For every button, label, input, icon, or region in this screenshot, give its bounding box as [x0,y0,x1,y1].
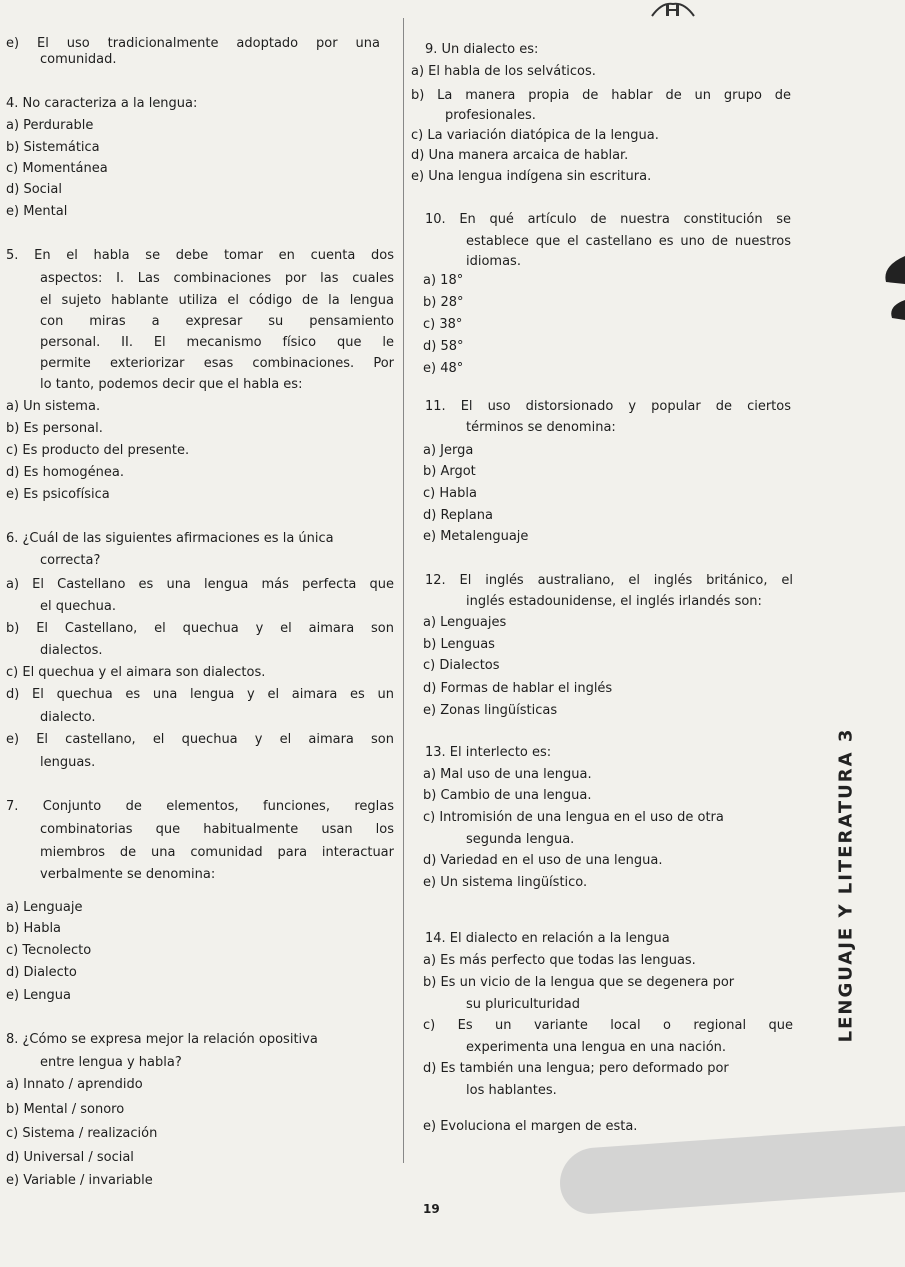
text-line: experimenta una lengua en una nación. [466,1040,727,1055]
text-line: a) Mal uso de una lengua. [423,767,592,782]
text-line: d) El quechua es una lengua y el aimara es un [6,687,394,702]
text-line: d) Es también una lengua; pero deformado por [423,1061,729,1076]
text-line: c) Sistema / realización [6,1126,158,1141]
text-line: e) Lengua [6,988,71,1003]
text-line: correcta? [40,553,101,568]
text-line: b) Habla [6,921,62,936]
text-line: con miras a expresar su pensamiento [40,314,394,329]
text-line: a) 18° [423,273,464,288]
text-line: inglés estadounidense, el inglés irlandés son: [466,594,762,609]
text-line: d) Variedad en el uso de una lengua. [423,853,663,868]
text-line: e) 48° [423,361,464,376]
text-line: e) El castellano, el quechua y el aimara son [6,732,394,747]
text-line: 10. En qué artículo de nuestra constitución se [425,212,791,227]
text-line: 14. El dialecto en relación a la lengua [425,931,670,946]
text-line: c) La variación diatópica de la lengua. [411,128,659,143]
text-line: d) Replana [423,508,493,523]
text-line: b) La manera propia de hablar de un grupo de [411,88,791,103]
text-line: 8. ¿Cómo se expresa mejor la relación opositiva [6,1032,318,1047]
text-line: a) El habla de los selváticos. [411,64,596,79]
text-line: permite exteriorizar esas combinaciones. Por [40,356,394,371]
text-line: c) Dialectos [423,658,500,673]
text-line: c) El quechua y el aimara son dialectos. [6,665,266,680]
text-line: b) Es un vicio de la lengua que se degenera por [423,975,735,990]
text-line: 4. No caracteriza a la lengua: [6,96,198,111]
text-line: el sujeto hablante utiliza el código de la lengua [40,293,394,308]
text-line: lo tanto, podemos decir que el habla es: [40,377,303,392]
text-line: a) Lenguaje [6,900,83,915]
text-line: e) Un sistema lingüístico. [423,875,588,890]
text-line: e) El uso tradicionalmente adoptado por una [6,36,380,51]
text-line: entre lengua y habla? [40,1055,182,1070]
text-line: dialectos. [40,643,103,658]
text-line: e) Mental [6,204,68,219]
text-line: d) Universal / social [6,1150,134,1165]
text-line: profesionales. [445,108,536,123]
text-line: c) Momentánea [6,161,108,176]
text-line: 9. Un dialecto es: [425,42,539,57]
text-line: 7. Conjunto de elementos, funciones, reglas [6,799,394,814]
text-line: d) 58° [423,339,464,354]
text-line: a) El Castellano es una lengua más perfecta que [6,577,394,592]
text-line: c) Intromisión de una lengua en el uso de otra [423,810,724,825]
text-line: términos se denomina: [466,420,616,435]
text-line: establece que el castellano es uno de nuestros [466,234,791,249]
text-line: personal. II. El mecanismo físico que le [40,335,394,350]
text-line: b) Lenguas [423,637,495,652]
text-line: e) Metalenguaje [423,529,529,544]
text-line: d) Una manera arcaica de hablar. [411,148,629,163]
text-line: e) Zonas lingüísticas [423,703,558,718]
decorative-bar [560,1126,905,1216]
text-line: 5. En el habla se debe tomar en cuenta dos [6,248,394,263]
text-line: su pluriculturidad [466,997,580,1012]
text-line: d) Formas de hablar el inglés [423,681,613,696]
text-line: b) El Castellano, el quechua y el aimara son [6,621,394,636]
text-line: b) Sistemática [6,140,100,155]
text-line: d) Es homogénea. [6,465,124,480]
text-line: a) Perdurable [6,118,94,133]
header-figure-icon [648,0,698,18]
text-line: 12. El inglés australiano, el inglés británico, el [425,573,793,588]
text-line: los hablantes. [466,1083,557,1098]
text-line: el quechua. [40,599,116,614]
text-line: c) 38° [423,317,463,332]
text-line: dialecto. [40,710,96,725]
text-line: e) Evoluciona el margen de esta. [423,1119,638,1134]
side-tab [826,720,866,1050]
text-line: miembros de una comunidad para interactuar [40,845,394,860]
text-line: c) Habla [423,486,477,501]
text-line: idiomas. [466,254,521,269]
text-line: e) Una lengua indígena sin escritura. [411,169,652,184]
column-divider [403,18,404,1163]
text-line: verbalmente se denomina: [40,867,216,882]
text-line: e) Es psicofísica [6,487,110,502]
text-line: segunda lengua. [466,832,575,847]
text-line: 13. El interlecto es: [425,745,552,760]
page-number: 19 [423,1202,440,1216]
edge-shape-icon [878,256,905,336]
text-line: b) Es personal. [6,421,103,436]
text-line: b) Argot [423,464,476,479]
text-line: b) Mental / sonoro [6,1102,125,1117]
text-line: a) Innato / aprendido [6,1077,143,1092]
text-line: c) Es un variante local o regional que [423,1018,793,1033]
text-line: 11. El uso distorsionado y popular de ciertos [425,399,791,414]
text-line: b) Cambio de una lengua. [423,788,592,803]
text-line: d) Dialecto [6,965,77,980]
text-line: a) Es más perfecto que todas las lenguas. [423,953,696,968]
side-tab-label: LENGUAJE Y LITERATURA 3 [835,727,857,1043]
text-line: comunidad. [40,52,117,67]
text-line: e) Variable / invariable [6,1173,153,1188]
text-line: c) Es producto del presente. [6,443,190,458]
text-line: d) Social [6,182,62,197]
text-line: a) Lenguajes [423,615,507,630]
text-line: b) 28° [423,295,464,310]
text-line: a) Jerga [423,443,474,458]
text-line: a) Un sistema. [6,399,101,414]
text-line: lenguas. [40,755,96,770]
text-line: aspectos: I. Las combinaciones por las cuales [40,271,394,286]
text-line: 6. ¿Cuál de las siguientes afirmaciones es la única [6,531,334,546]
text-line: c) Tecnolecto [6,943,92,958]
text-line: combinatorias que habitualmente usan los [40,822,394,837]
